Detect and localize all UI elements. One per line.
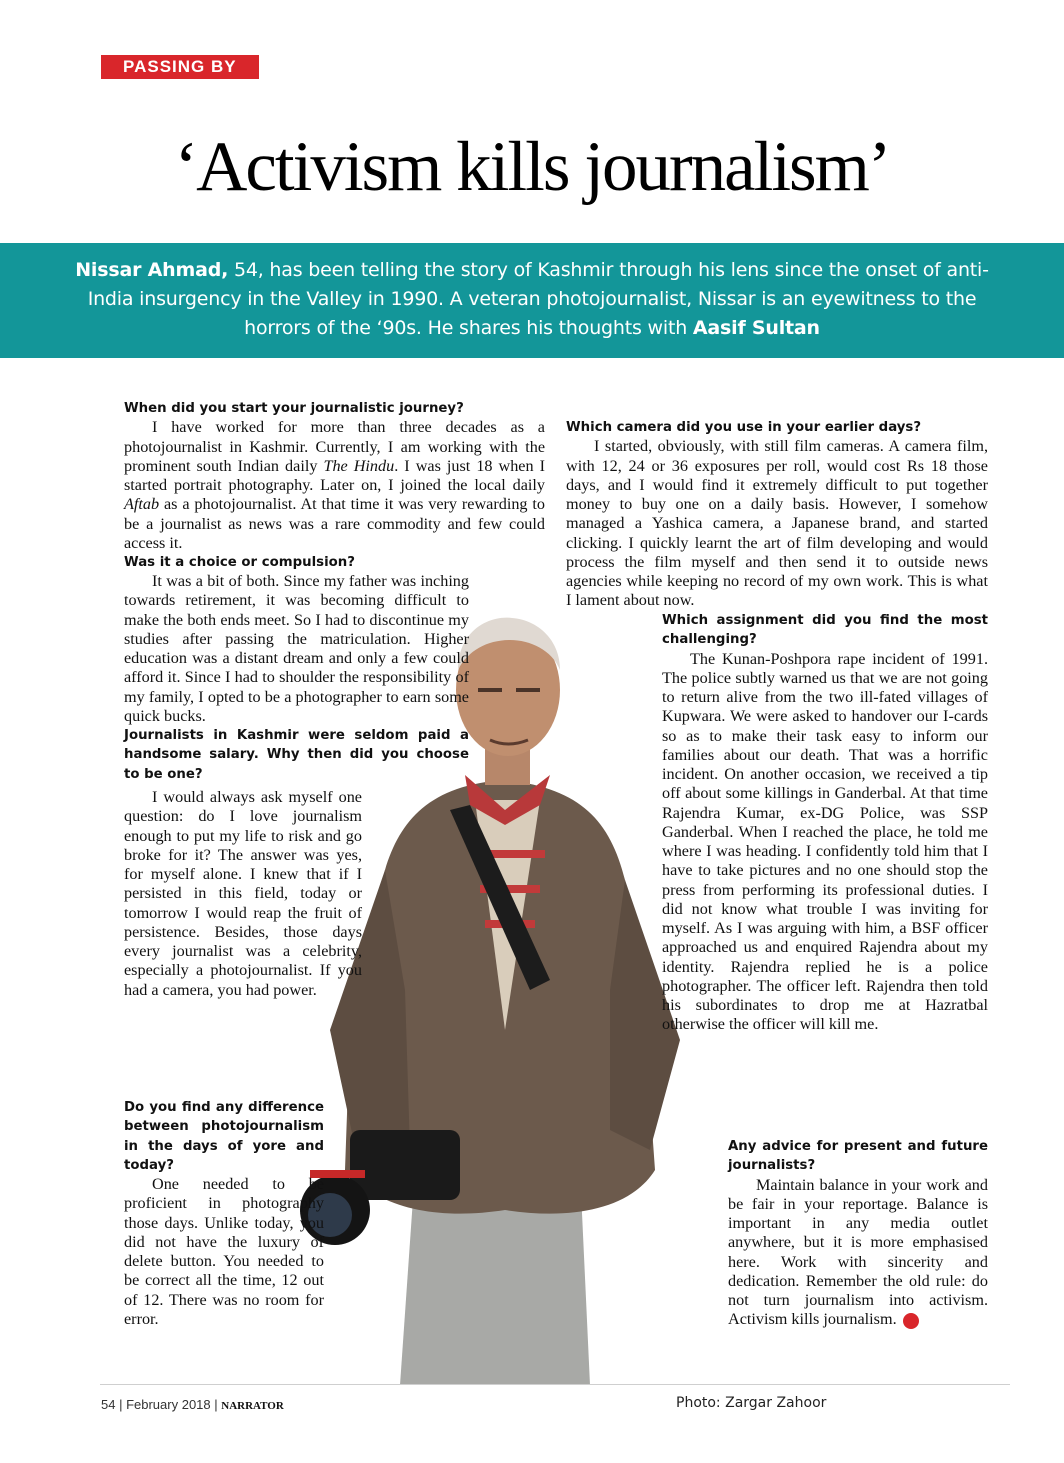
question-6: Which assignment did you find the most challenging? [662, 613, 988, 648]
deck [0, 243, 1064, 358]
question-5: Which camera did you use in your earlier days? [566, 420, 922, 435]
column-1-wrap [124, 572, 469, 784]
magazine-logo: NARRATOR [221, 1400, 284, 1412]
answer-5: I started, obviously, with still film cameras. A camera film, with 12, 24 or 36 exposures per roll, would cost Rs 18 those days, and I would find it extremely difficult to put together money to buy one on a daily basis. However, I somehow managed a Yashica camera, a Japanese brand, and started clicking. I quickly learnt the art of film developing and would process the film myself and then send it to outside news agencies while keeping no record of my own work. This is what I lament about now. [566, 437, 988, 610]
column-2-middle [662, 611, 988, 1035]
column-1-bottom [124, 1098, 324, 1329]
photo-credit: Photo: Zargar Zahoor [676, 1395, 827, 1411]
question-1: When did you start your journalistic journey? [124, 401, 464, 416]
question-2: Was it a choice or compulsion? [124, 555, 355, 570]
question-3: Journalists in Kashmir were seldom paid a handsome salary. Why then did you choose to be one? [124, 728, 469, 782]
deck-name: Nissar Ahmad, [75, 259, 229, 281]
question-7: Any advice for present and future journalists? [728, 1139, 988, 1174]
footer-folio: 54 | February 2018 | NARRATOR [101, 1397, 284, 1412]
headline: ‘Activism kills journalism’ [174, 128, 890, 206]
issue-date: February 2018 [126, 1397, 211, 1412]
answer-3: I would always ask myself one question: do I love journalism enough to put my life to risk and go broke for it? The answer was yes, for myself alone. I knew that if I persisted in this field, today or tomorrow I would reap the fruit of persistence. Besides, those days every journalist was a celebrity, especially a photojournalist. If you had a camera, you had power. [124, 788, 362, 999]
question-4: Do you find any difference between photojournalism in the days of yore and today? [124, 1100, 324, 1173]
column-1-narrow [124, 788, 362, 1000]
column-2-upper [566, 418, 988, 611]
deck-interviewer: Aasif Sultan [692, 317, 820, 339]
page-number: 54 [101, 1397, 116, 1412]
answer-1: I have worked for more than three decades as a photojournalist in Kashmir. Currently, I am working with the prominent south Indian daily The Hindu. I was just 18 when I started portrait photography. Later on, I joined the local daily Aftab as a photojournalist. At that time it was very rewarding to be a journalist as news was a rare commodity and few could access it. [124, 418, 546, 552]
answer-2: It was a bit of both. Since my father was inching towards retirement, it was becoming difficult to make the both ends meet. So I had to discontinue my studies after passing the matriculation. Higher education was a distant dream and only a few could afford it. Since I had to shoulder the responsibility of my family, I opted to be a photographer to earn some quick bucks. [124, 572, 469, 725]
end-mark-icon: N [903, 1313, 919, 1329]
footer-rule [100, 1384, 1010, 1385]
column-2-lower [728, 1137, 988, 1330]
column-1-upper [124, 399, 545, 572]
deck-text: 54, has been telling the story of Kashmir through his lens since the onset of anti-India insurgency in the Valley in 1990. A veteran photojournalist, Nissar is an eyewitness to the horrors of the ‘90s. He shares his thoughts with [87, 259, 989, 339]
answer-7: Maintain balance in your work and be fair in your reportage. Balance is important in any media outlet anywhere, but it is more emphasised here. Work with sincerity and dedication. Remember the old rule: do not turn journalism into activism. Activism kills journalism. N [728, 1175, 988, 1329]
answer-6: The Kunan-Poshpora rape incident of 1991. The police subtly warned us that we are not going to return alive from the two ill-fated villages of Kupwara. We were asked to handover our I-cards so as to make their task easy to inform our families about our death. That was a horrific incident. On another occasion, we received a tip off about some killings in Ganderbal. At that time Rajendra Kumar, ex-DG Police, was SSP Ganderbal. When I reached the place, he told me where I was heading. I confidently told him that I have to take pictures and no one should stop the press from performing its professional duties. I did not know what trouble I was inviting for myself. As I was arguing with him, a BSF officer approached us and enquired Rajendra about my identity. Rajendra replied he is a police photographer. The officer left. Rajendra then told his subordinates to drop me at Hazratbal otherwise the officer will kill me. [662, 649, 988, 1034]
answer-4: One needed to be proficient in photography those days. Unlike today, you did not have the luxury of delete button. You needed to be correct all the time, 12 out of 12. There was no room for error. [124, 1175, 324, 1328]
section-tag: PASSING BY [101, 55, 259, 79]
